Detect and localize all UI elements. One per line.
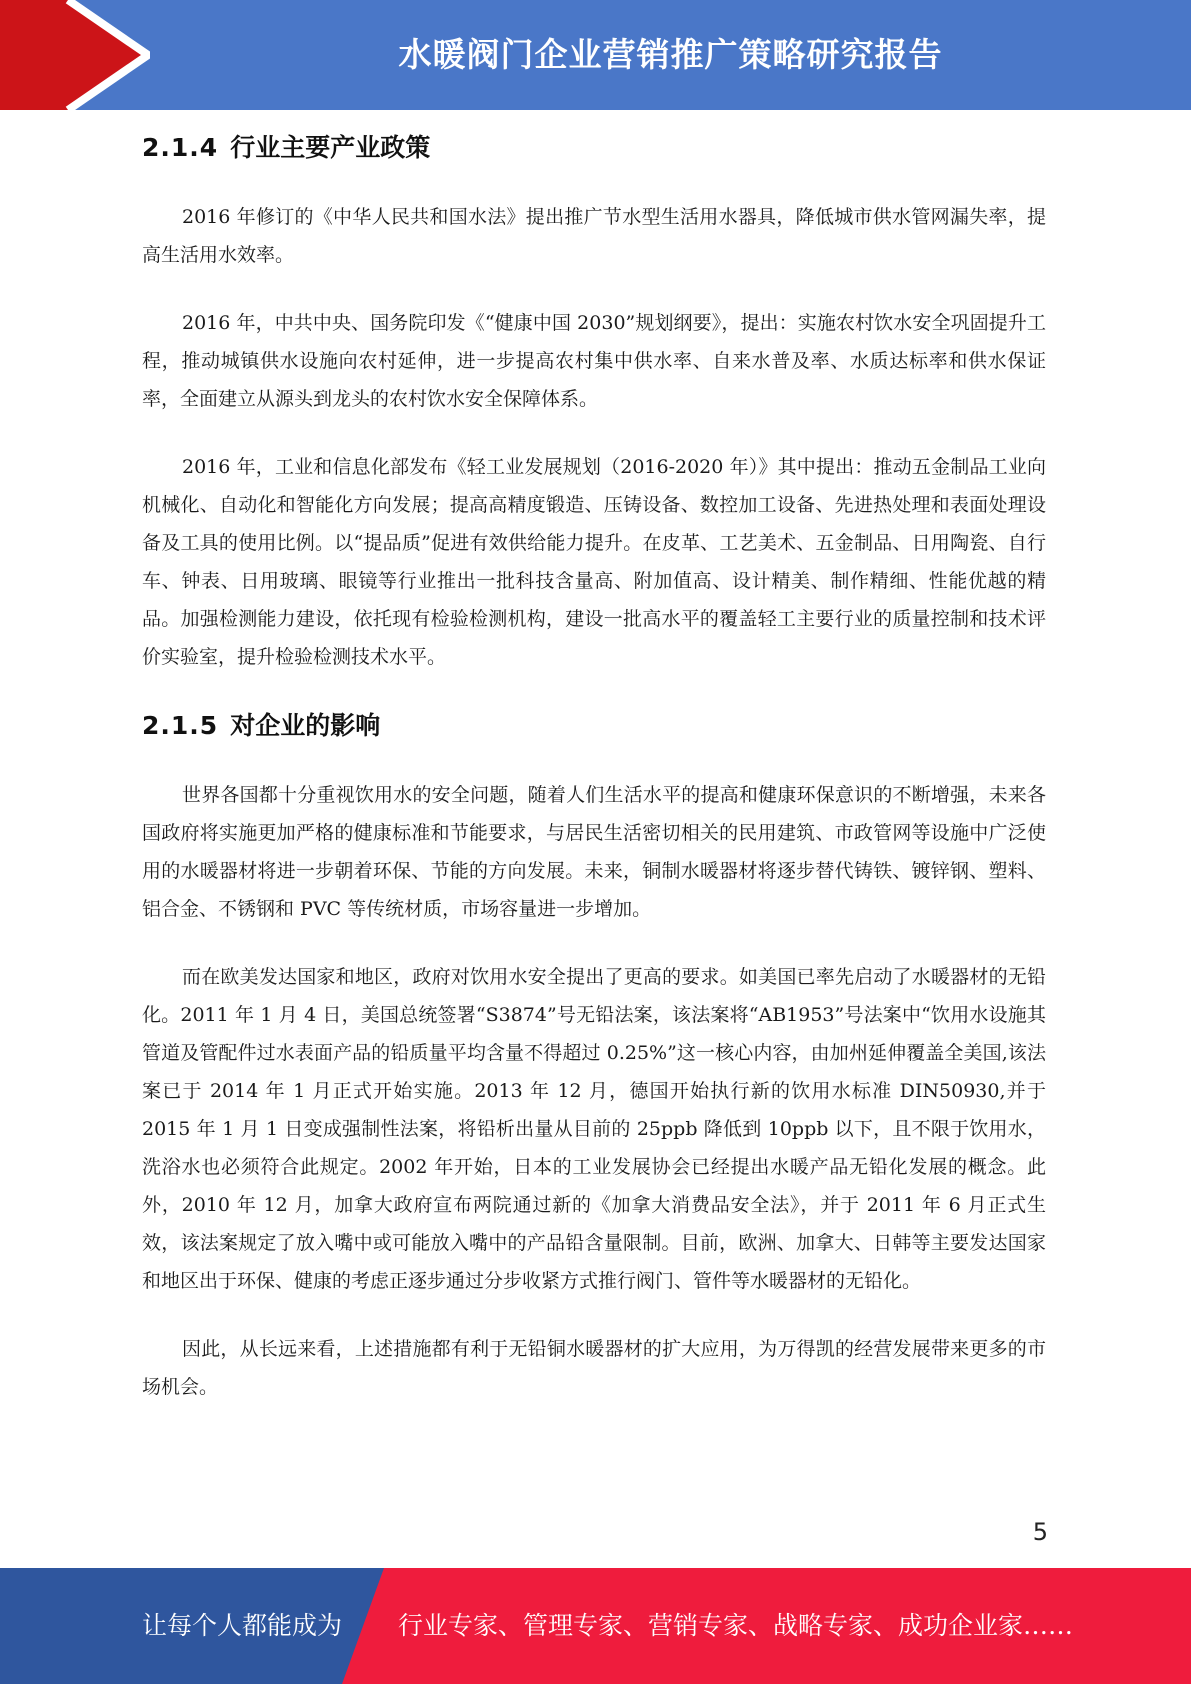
footer-slogan-right: 行业专家、管理专家、营销专家、战略专家、成功企业家…… [398, 1611, 1074, 1640]
header-red-chevron [0, 0, 150, 110]
section-number: 2.1.4 [142, 133, 219, 162]
footer-slogan-left: 让每个人都能成为 [142, 1611, 343, 1640]
page-footer [0, 1568, 1191, 1684]
paragraph: 因此，从长远来看，上述措施都有利于无铅铜水暖器材的扩大应用，为万得凯的经营发展带来更多的市场机会。 [142, 1338, 1046, 1398]
document-title: 水暖阀门企业营销推广策略研究报告 [398, 35, 943, 74]
paragraph: 2016 年，工业和信息化部发布《轻工业发展规划（2016-2020 年）》其中提出：推动五金制品工业向机械化、自动化和智能化方向发展；提高高精度锻造、压铸设备、数控加工设备、先进热处理和表面处理设备及工具的使用比例。以“提品质”促进有效供给能力提升。在皮革、工艺美术、五金制品、日用陶瓷、自行车、钟表、日用玻璃、眼镜等行业推出一批科技含量高、附加值高、设计精美、制作精细、性能优越的精品。加强检测能力建设，依托现有检验检测机构，建设一批高水平的覆盖轻工主要行业的质量控制和技术评价实验室，提升检验检测技术水平。 [142, 456, 1046, 668]
paragraph: 而在欧美发达国家和地区，政府对饮用水安全提出了更高的要求。如美国已率先启动了水暖器材的无铅化。2011 年 1 月 4 日，美国总统签署“S3874”号无铅法案，该法案将“AB1953”号法案中“饮用水设施其管道及管配件过水表面产品的铅质量平均含量不得超过 0.25%”这一核心内容，由加州延伸覆盖全美国,该法案已于 2014 年 1 月正式开始实施。2013 年 12 月，德国开始执行新的饮用水标准 DIN50930,并于 2015 年 1 月 1 日变成强制性法案，将铅析出量从目前的 25ppb 降低到 10ppb 以下，且不限于饮用水，洗浴水也必须符合此规定。2002 年开始，日本的工业发展协会已经提出水暖产品无铅化发展的概念。此外，2010 年 12 月，加拿大政府宣布两院通过新的《加拿大消费品安全法》，并于 2011 年 6 月正式生效，该法案规定了放入嘴中或可能放入嘴中的产品铅含量限制。目前，欧洲、加拿大、日韩等主要发达国家和地区出于环保、健康的考虑正逐步通过分步收紧方式推行阀门、管件等水暖器材的无铅化。 [142, 966, 1046, 1292]
section-number: 2.1.5 [142, 711, 219, 740]
section-title: 行业主要产业政策 [230, 133, 431, 162]
page-number: 5 [1032, 1518, 1048, 1546]
paragraph: 2016 年，中共中央、国务院印发《“健康中国 2030”规划纲要》，提出：实施农村饮水安全巩固提升工程，推动城镇供水设施向农村延伸，进一步提高农村集中供水率、自来水普及率、水质达标率和供水保证率，全面建立从源头到龙头的农村饮水安全保障体系。 [142, 312, 1046, 410]
paragraph: 世界各国都十分重视饮用水的安全问题，随着人们生活水平的提高和健康环保意识的不断增强，未来各国政府将实施更加严格的健康标准和节能要求，与居民生活密切相关的民用建筑、市政管网等设施中广泛使用的水暖器材将进一步朝着环保、节能的方向发展。未来，铜制水暖器材将逐步替代铸铁、镀锌钢、塑料、铝合金、不锈钢和 PVC 等传统材质，市场容量进一步增加。 [142, 784, 1046, 920]
paragraph: 2016 年修订的《中华人民共和国水法》提出推广节水型生活用水器具，降低城市供水管网漏失率，提高生活用水效率。 [142, 206, 1046, 266]
page-content [142, 128, 1046, 1436]
section-title: 对企业的影响 [230, 711, 381, 740]
section-heading-2-1-4 [142, 128, 1046, 164]
page-header [0, 0, 1191, 110]
section-heading-2-1-5 [142, 706, 1046, 742]
